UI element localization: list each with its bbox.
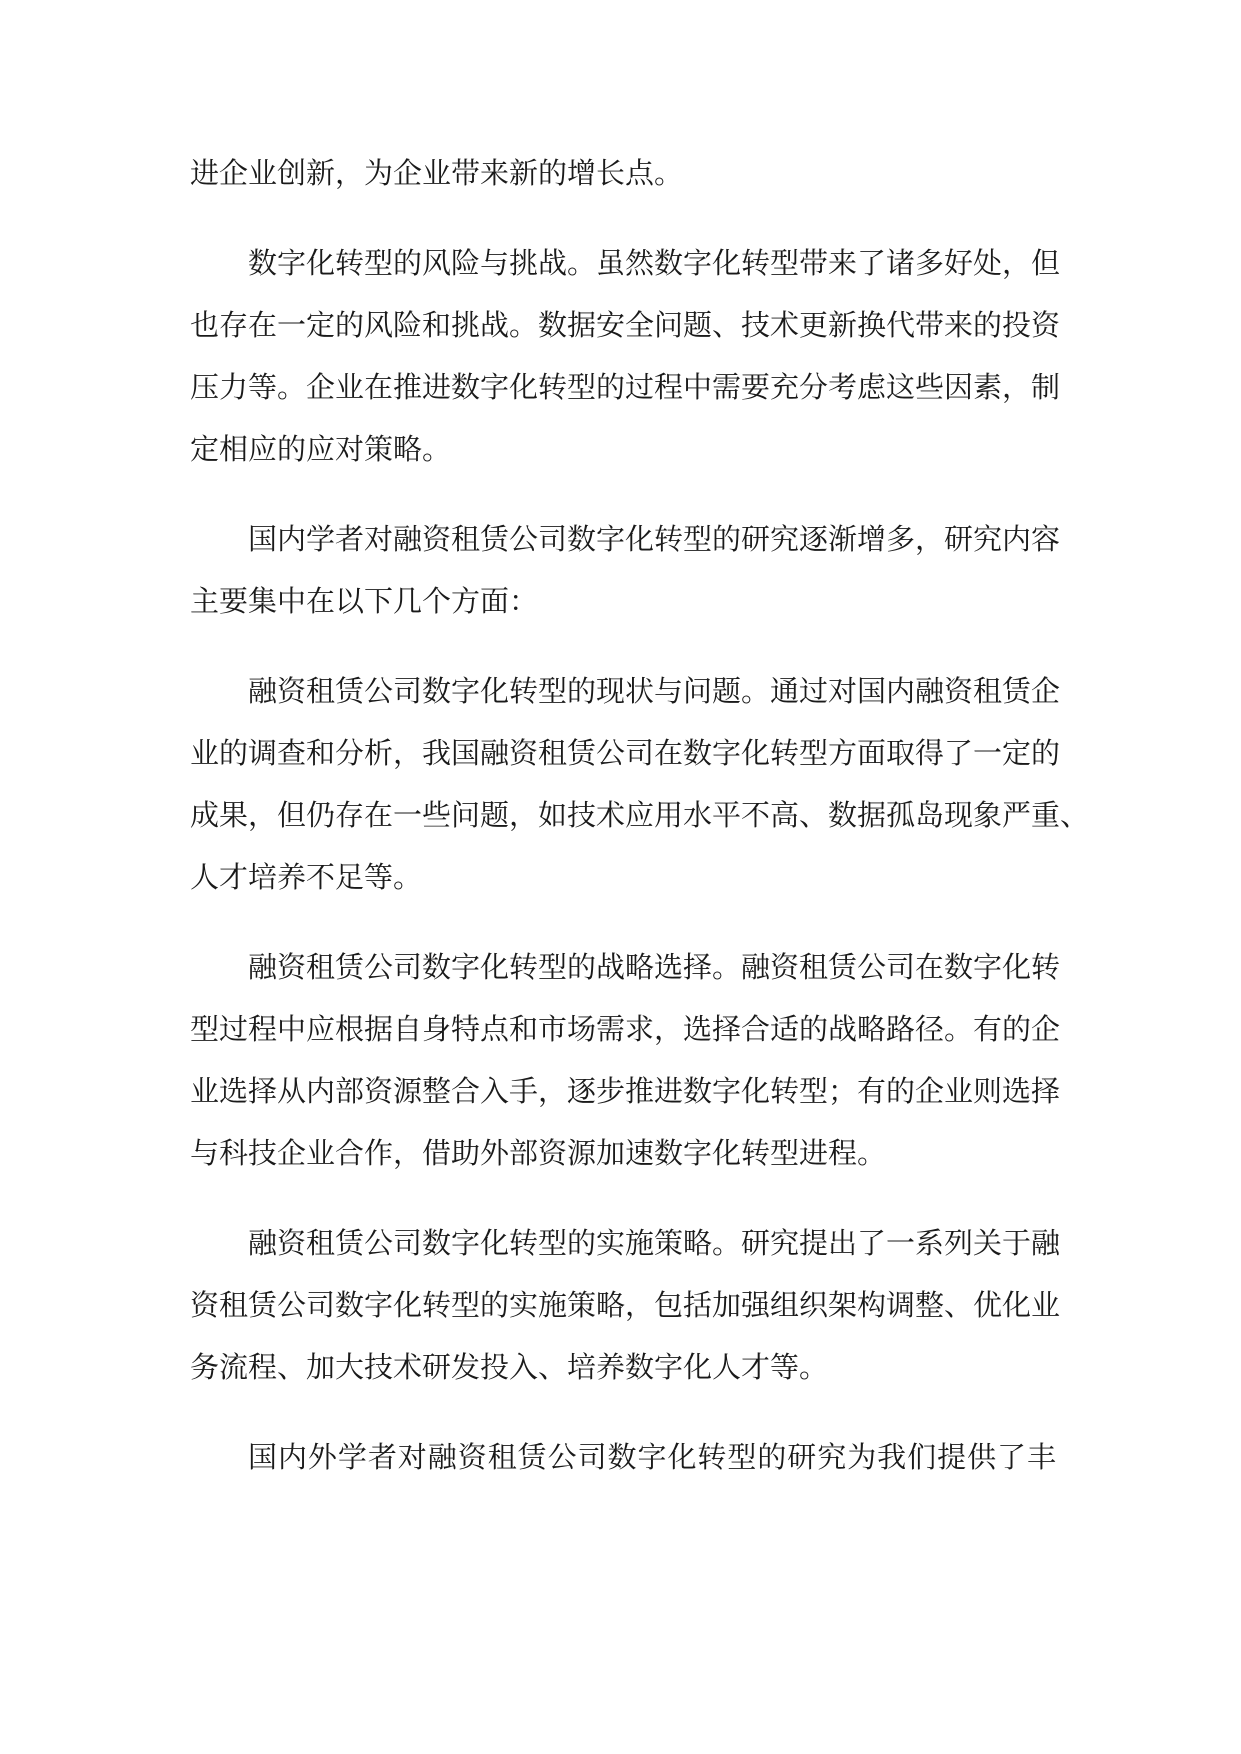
text-line: 国内学者对融资租赁公司数字化转型的研究逐渐增多，研究内容 [248,522,1061,556]
body-text [190,142,1090,1488]
text-line: 型过程中应根据自身特点和市场需求，选择合适的战略路径。有的企 [190,1012,1061,1046]
paragraph-4 [190,660,1090,908]
text-line: 业的调查和分析，我国融资租赁公司在数字化转型方面取得了一定的 [190,736,1061,770]
text-line: 国内外学者对融资租赁公司数字化转型的研究为我们提供了丰 [248,1440,1056,1474]
paragraph-3 [190,508,1061,632]
text-line: 业选择从内部资源整合入手，逐步推进数字化转型；有的企业则选择 [190,1074,1061,1108]
text-line: 主要集中在以下几个方面： [190,584,539,618]
text-line: 人才培养不足等。 [190,860,423,894]
text-line: 压力等。企业在推进数字化转型的过程中需要充分考虑这些因素，制 [190,370,1061,404]
paragraph-7 [190,1426,1056,1488]
text-line: 资租赁公司数字化转型的实施策略，包括加强组织架构调整、优化业 [190,1288,1061,1322]
paragraph-6 [190,1212,1061,1398]
text-line: 进企业创新，为企业带来新的增长点。 [190,156,684,190]
text-line: 数字化转型的风险与挑战。虽然数字化转型带来了诸多好处，但 [248,246,1061,280]
text-line: 融资租赁公司数字化转型的现状与问题。通过对国内融资租赁企 [248,674,1061,708]
text-line: 也存在一定的风险和挑战。数据安全问题、技术更新换代带来的投资 [190,308,1061,342]
text-line: 成果，但仍存在一些问题，如技术应用水平不高、数据孤岛现象严重、 [190,798,1090,832]
paragraph-5 [190,936,1061,1184]
text-line: 定相应的应对策略。 [190,432,452,466]
text-line: 务流程、加大技术研发投入、培养数字化人才等。 [190,1350,829,1384]
paragraph-2 [190,232,1061,480]
paragraph-1 [190,142,1056,204]
text-line: 融资租赁公司数字化转型的战略选择。融资租赁公司在数字化转 [248,950,1061,984]
text-line: 融资租赁公司数字化转型的实施策略。研究提出了一系列关于融 [248,1226,1061,1260]
text-line: 与科技企业合作，借助外部资源加速数字化转型进程。 [190,1136,887,1170]
